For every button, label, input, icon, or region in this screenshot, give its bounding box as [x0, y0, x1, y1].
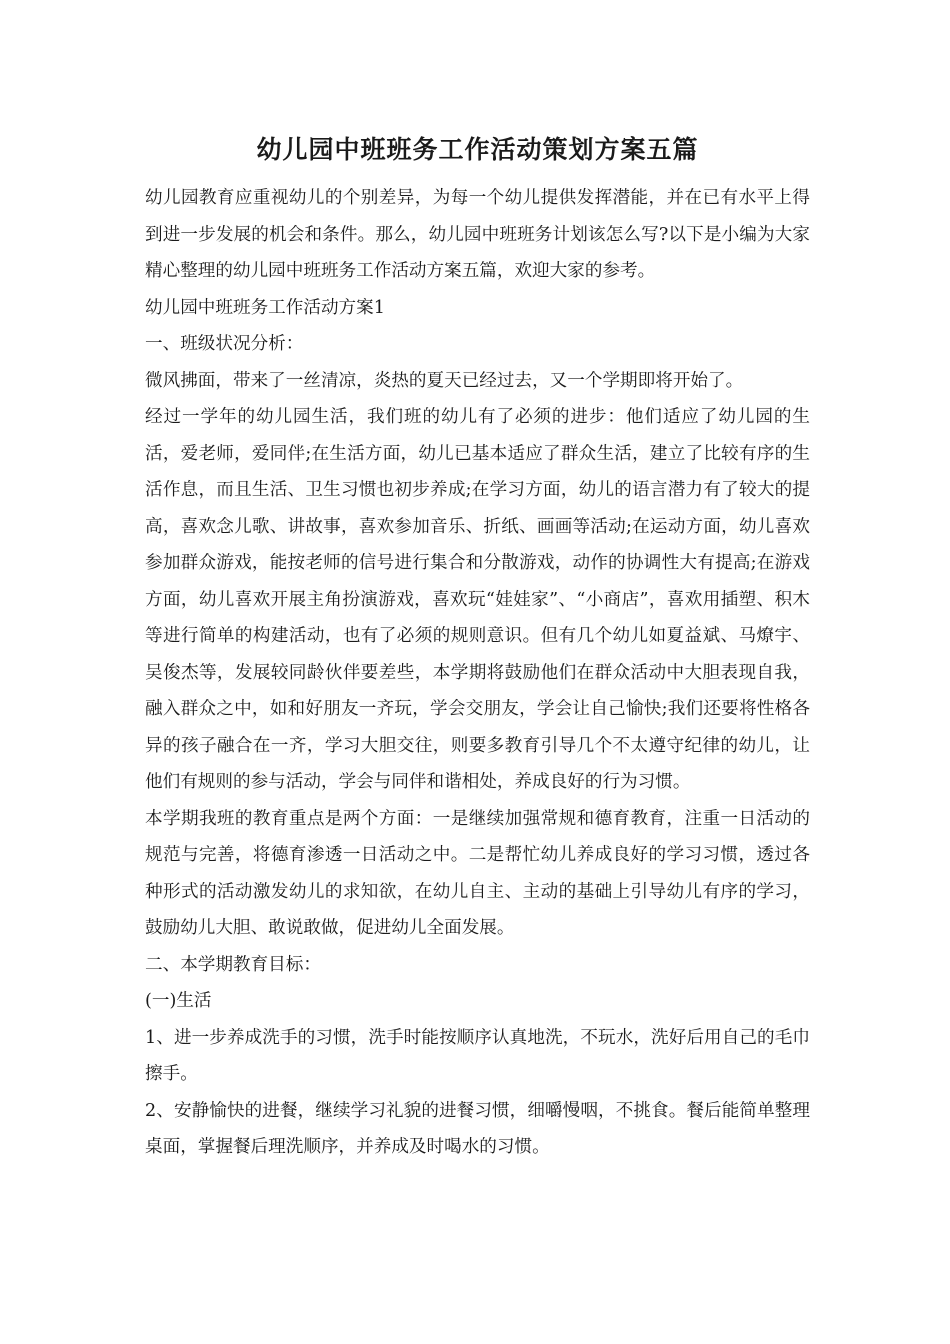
body-paragraph: 经过一学年的幼儿园生活，我们班的幼儿有了必须的进步：他们适应了幼儿园的生活，爱老师，爱同伴;在生活方面，幼儿已基本适应了群众生活，建立了比较有序的生活作息，而且生活、卫生习惯也初步养成;在学习方面，幼儿的语言潜力有了较大的提高，喜欢念儿歌、讲故事，喜欢参加音乐、折纸、画画等活动;在运动方面，幼儿喜欢参加群众游戏，能按老师的信号进行集合和分散游戏，动作的协调性大有提高;在游戏方面，幼儿喜欢开展主角扮演游戏，喜欢玩“娃娃家”、“小商店”，喜欢用插塑、积木等进行简单的构建活动，也有了必须的规则意识。但有几个幼儿如夏益斌、马燎宇、吴俊杰等，发展较同龄伙伴要差些，本学期将鼓励他们在群众活动中大胆表现自我，融入群众之中，如和好朋友一齐玩，学会交朋友，学会让自己愉快;我们还要将性格各异的孩子融合在一齐，学习大胆交往，则要多教育引导几个不太遵守纪律的幼儿，让他们有规则的参与活动，学会与同伴和谐相处，养成良好的行为习惯。 — [145, 407, 810, 792]
document-title: 幼儿园中班班务工作活动策划方案五篇 — [256, 135, 699, 164]
section-heading-plan-1: 幼儿园中班班务工作活动方案1 — [145, 297, 385, 318]
body-paragraph: 本学期我班的教育重点是两个方面：一是继续加强常规和德育教育，注重一日活动的规范与完善，将德育渗透一日活动之中。二是帮忙幼儿养成良好的学习习惯，透过各种形式的活动激发幼儿的求知欲，在幼儿自主、主动的基础上引导幼儿有序的学习，鼓励幼儿大胆、敢说敢做，促进幼儿全面发展。 — [145, 808, 810, 938]
list-item: 1、进一步养成洗手的习惯，洗手时能按顺序认真地洗，不玩水，洗好后用自己的毛巾擦手。 — [145, 1027, 810, 1084]
subsection-heading-life: (一)生活 — [145, 991, 212, 1011]
list-item: 2、安静愉快的进餐，继续学习礼貌的进餐习惯，细嚼慢咽，不挑食。餐后能简单整理桌面，掌握餐后理洗顺序，并养成及时喝水的习惯。 — [145, 1100, 810, 1157]
section-heading-class-analysis: 一、班级状况分析： — [145, 334, 304, 354]
document-page — [145, 128, 810, 1166]
intro-paragraph: 幼儿园教育应重视幼儿的个别差异，为每一个幼儿提供发挥潜能，并在已有水平上得到进一步发展的机会和条件。那么，幼儿园中班班务计划该怎么写?以下是小编为大家精心整理的幼儿园中班班务工作活动方案五篇，欢迎大家的参考。 — [145, 188, 810, 281]
body-paragraph: 微风拂面，带来了一丝清凉，炎热的夏天已经过去，又一个学期即将开始了。 — [145, 370, 744, 391]
section-heading-education-goals: 二、本学期教育目标： — [145, 954, 321, 975]
document-body — [145, 180, 810, 1166]
